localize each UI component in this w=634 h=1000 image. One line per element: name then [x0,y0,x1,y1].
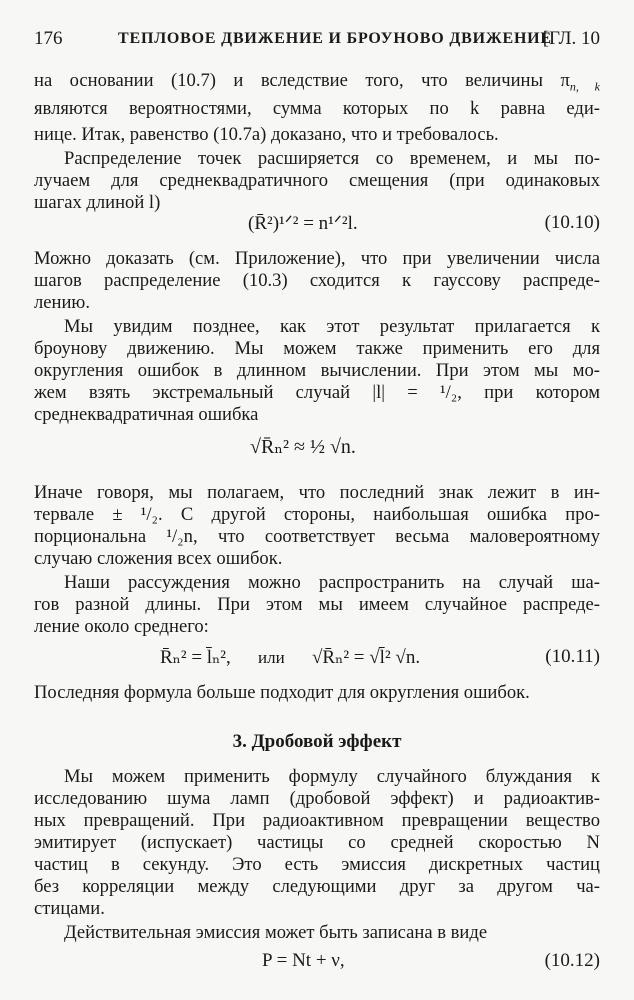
paragraph-5-line-3: порциональна ¹/₂n, что соответствует весьма маловероятному [34,526,600,547]
equation-10-11-left: R̄ₙ² = l̄ₙ², [160,647,231,668]
running-header [34,28,600,56]
running-title: ТЕПЛОВОЕ ДВИЖЕНИЕ И БРОУНОВО ДВИЖЕНИЕ [118,30,552,47]
paragraph-8-line-4: эмитирует (испускает) частицы со средней скоростью N [34,832,600,853]
paragraph-2-line-3: шагах длиной l) [34,192,161,213]
paragraph-5-line-4: случаю сложения всех ошибок. [34,548,283,569]
paragraph-3-line-1: Можно доказать (см. Приложение), что при увеличении числа [34,248,600,269]
equation-10-11-right: √R̄ₙ² = √l̄² √n. [312,647,421,668]
paragraph-4-line-5: среднеквадратичная ошибка [34,404,259,425]
paragraph-4-line-1: Мы увидим позднее, как этот результат прилагается к [64,316,600,337]
equation-10-11 [34,646,600,676]
equation-10-12-formula: P = Nt + ν, [262,950,345,971]
paragraph-8-line-5: частиц в секунду. Это есть эмиссия дискретных частиц [34,854,600,875]
chapter-marker: [ГЛ. 10 [542,28,600,49]
paragraph-4-line-2: броунову движению. Мы можем также применить его для [34,338,600,359]
paragraph-1-line-2: являются вероятностями, сумма которых по k равна еди- [34,98,600,119]
equation-10-12-number: (10.12) [544,950,600,971]
paragraph-3-line-2: шагов распределение (10.3) сходится к гауссову распреде- [34,270,600,291]
equation-unnumbered-formula: √R̄ₙ² ≈ ½ √n. [250,436,356,458]
paragraph-4-line-3: округления ошибок в длинном вычислении. При этом мы мо- [34,360,600,381]
equation-10-11-number: (10.11) [545,646,600,667]
paragraph-8-line-3: ных превращений. При радиоактивном превращении вещество [34,810,600,831]
equation-10-11-or: или [258,648,285,667]
paragraph-8-line-1: Мы можем применить формулу случайного блуждания к [64,766,600,787]
paragraph-7-line-1: Последняя формула больше подходит для округления ошибок. [34,682,530,703]
paragraph-5-line-2: тервале ± ¹/₂. С другой стороны, наибольшая ошибка про- [34,504,600,525]
paragraph-9-line-1: Действительная эмиссия может быть записана в виде [64,922,488,943]
paragraph-2-line-1: Распределение точек расширяется со временем, и мы по- [64,148,600,169]
equation-10-10 [34,212,600,240]
equation-10-12 [34,950,600,978]
paragraph-6-line-3: ление около среднего: [34,616,209,637]
subscript-nk: n, k [569,79,601,94]
paragraph-6-line-1: Наши рассуждения можно распространить на случай ша- [64,572,600,593]
paragraph-5-line-1: Иначе говоря, мы полагаем, что последний знак лежит в ин- [34,482,600,503]
paragraph-1-line-1: на основании (10.7) и вследствие того, что величины $\pi_{n, k}$ [34,70,601,94]
paragraph-4-line-4: жем взять экстремальный случай |l| = ¹/₂, при котором [34,382,600,403]
paragraph-3-line-3: лению. [34,292,90,313]
paragraph-8-line-2: исследованию шума ламп (дробовой эффект) и радиоактив- [34,788,600,809]
section-heading: 3. Дробовой эффект [232,731,402,752]
page-number: 176 [34,28,63,49]
paragraph-2-line-2: лучаем для среднеквадратичного смещения (при одинаковых [34,170,600,191]
equation-10-10-formula: (R̄²)¹ᐟ² = n¹ᐟ²l. [248,213,358,234]
paragraph-1-line-3: нице. Итак, равенство (10.7а) доказано, что и требовалось. [34,124,499,145]
paragraph-8-line-6: без корреляции между следующими друг за другом ча- [34,876,600,897]
equation-10-10-number: (10.10) [544,212,600,233]
paragraph-8-line-7: стицами. [34,898,105,919]
paragraph-6-line-2: гов разной длины. При этом мы имеем случайное распреде- [34,594,600,615]
equation-unnumbered [34,434,600,468]
